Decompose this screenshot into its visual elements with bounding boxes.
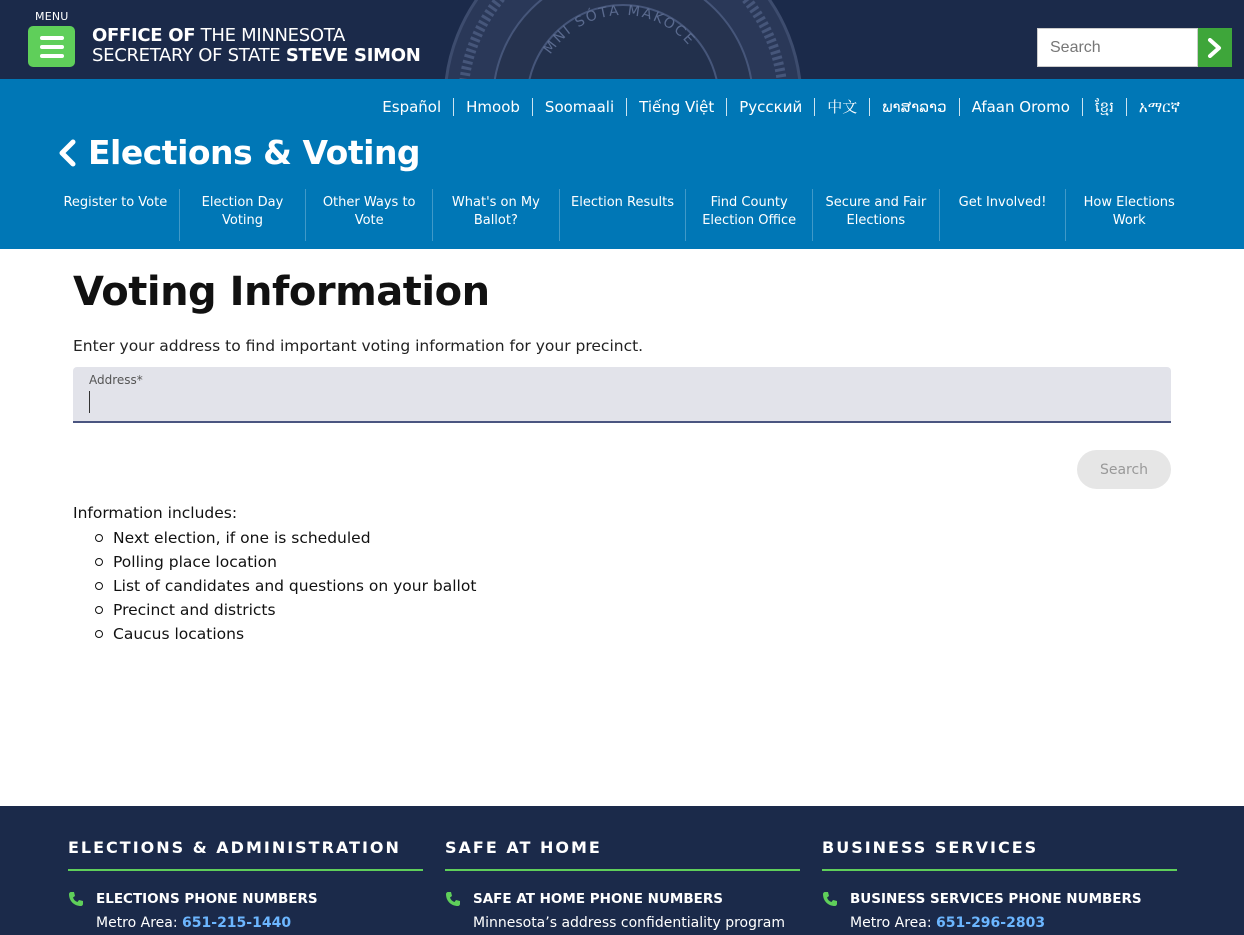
state-seal-icon xyxy=(442,0,804,79)
phone-icon xyxy=(445,891,461,907)
lang-link-russian[interactable]: Русский xyxy=(726,98,814,116)
address-field[interactable] xyxy=(73,367,1171,423)
subnav-get-involved[interactable]: Get Involved! xyxy=(939,189,1066,241)
footer-heading: ELECTIONS & ADMINISTRATION xyxy=(68,838,423,871)
footer-phone-link[interactable]: 651-296-2803 xyxy=(936,915,1046,931)
page-title: Voting Information xyxy=(73,269,490,315)
intro-text: Enter your address to find important voting information for your precinct. xyxy=(73,337,644,355)
lang-link-lao[interactable]: ພາສາລາວ xyxy=(869,98,958,116)
address-label: Address* xyxy=(89,373,143,387)
site-header xyxy=(0,0,1244,79)
site-search-input[interactable] xyxy=(1037,28,1198,67)
subnav-other-ways-to-vote[interactable]: Other Ways to Vote xyxy=(305,189,432,241)
info-heading: Information includes: xyxy=(73,504,238,522)
chevron-right-icon xyxy=(1206,38,1224,58)
site-footer xyxy=(0,806,1244,935)
language-links xyxy=(370,98,1192,116)
lang-link-oromo[interactable]: Afaan Oromo xyxy=(959,98,1082,116)
info-list xyxy=(73,526,476,646)
footer-heading: BUSINESS SERVICES xyxy=(822,838,1177,871)
footer-column-safe-at-home xyxy=(445,838,800,931)
menu-label: MENU xyxy=(35,10,69,23)
list-item: Next election, if one is scheduled xyxy=(95,526,476,550)
footer-metro-label: Metro Area: xyxy=(96,915,183,931)
subnav-how-elections-work[interactable]: How Elections Work xyxy=(1065,189,1192,241)
footer-phone-title: SAFE AT HOME PHONE NUMBERS xyxy=(473,891,723,907)
list-item: Precinct and districts xyxy=(95,598,476,622)
info-section xyxy=(73,504,476,646)
lang-link-amharic[interactable]: አማርኛ xyxy=(1126,98,1192,116)
lang-link-somali[interactable]: Soomaali xyxy=(532,98,626,116)
section-navigation xyxy=(0,79,1244,249)
footer-phone-title: BUSINESS SERVICES PHONE NUMBERS xyxy=(850,891,1142,907)
seal-text: MNI SÓTA MAKOCE xyxy=(540,2,699,58)
footer-column-elections xyxy=(68,838,423,931)
main-content xyxy=(73,249,1171,643)
lang-link-spanish[interactable]: Español xyxy=(382,98,442,116)
subnav-whats-on-my-ballot[interactable]: What's on My Ballot? xyxy=(432,189,559,241)
site-search-submit-button[interactable] xyxy=(1198,28,1232,67)
subnav-secure-fair-elections[interactable]: Secure and Fair Elections xyxy=(812,189,939,241)
footer-column-business xyxy=(822,838,1177,931)
hamburger-icon xyxy=(40,36,64,40)
lang-link-chinese[interactable]: 中文 xyxy=(814,98,869,116)
list-item: List of candidates and questions on your ballot xyxy=(95,574,476,598)
lang-link-hmong[interactable]: Hmoob xyxy=(453,98,532,116)
section-title: Elections & Voting xyxy=(88,133,421,172)
phone-icon xyxy=(822,891,838,907)
lang-link-khmer[interactable]: ខ្មែរ xyxy=(1082,98,1126,116)
subnav-find-county-office[interactable]: Find County Election Office xyxy=(685,189,812,241)
chevron-left-icon xyxy=(56,138,78,168)
lang-link-vietnamese[interactable]: Tiếng Việt xyxy=(626,98,726,116)
subnav-register-to-vote[interactable]: Register to Vote xyxy=(63,195,168,210)
menu-button[interactable] xyxy=(28,26,75,67)
section-title-link[interactable] xyxy=(56,133,420,172)
list-item: Caucus locations xyxy=(95,622,476,646)
brand-secretary: SECRETARY OF STATE xyxy=(92,45,286,66)
subnav xyxy=(52,189,1192,241)
brand-office-of: OFFICE OF xyxy=(92,25,196,46)
site-brand[interactable] xyxy=(92,26,420,66)
footer-phone-title: ELECTIONS PHONE NUMBERS xyxy=(96,891,318,907)
list-item: Polling place location xyxy=(95,550,476,574)
brand-name: STEVE SIMON xyxy=(285,45,421,66)
brand-minnesota: THE MINNESOTA xyxy=(195,25,346,46)
phone-icon xyxy=(68,891,84,907)
footer-metro-label: Metro Area: xyxy=(850,915,937,931)
footer-phone-link[interactable]: 651-215-1440 xyxy=(182,915,292,931)
footer-heading: SAFE AT HOME xyxy=(445,838,800,871)
footer-program-text: Minnesota’s address confidentiality program xyxy=(473,915,785,931)
address-search-button[interactable]: Search xyxy=(1077,450,1171,489)
subnav-election-results[interactable]: Election Results xyxy=(559,189,686,241)
address-input[interactable] xyxy=(89,391,1149,415)
subnav-election-day-voting[interactable]: Election Day Voting xyxy=(179,189,306,241)
